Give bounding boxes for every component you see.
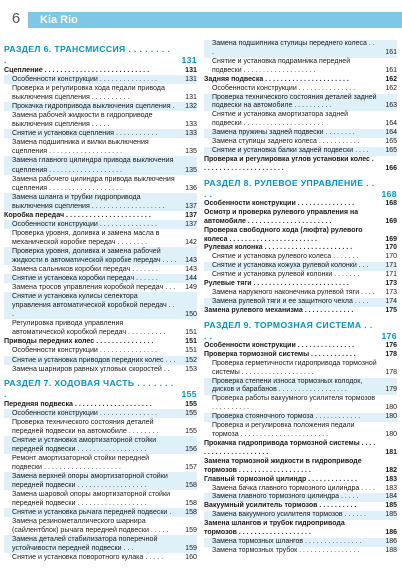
toc-item: [204, 547, 397, 556]
toc-subsection: [204, 520, 397, 538]
toc-item: [204, 40, 397, 58]
toc-entry-title: Прокачка гидропривода тормозной системы . . . . . . . . . . . . . . . . . . . . .: [204, 439, 376, 456]
toc-item: [204, 378, 397, 396]
toc-entry-title: Замена тормозных трубок . . . . . . . . . . . . . . . .: [212, 547, 360, 555]
toc-entry-title: Проверка и регулировка хода педали привода выключения сцепления . . . . . . . . . .: [12, 84, 165, 102]
toc-subsection: [204, 351, 397, 360]
toc-entry-title: РАЗДЕЛ 9. ТОРМОЗНАЯ СИСТЕМА . . . .: [204, 319, 373, 341]
toc-entry-title: Замена подшипника и вилки выключения сцепления . . . . . . . . . . . . . . . . . . .: [12, 138, 149, 156]
toc-subsection: [204, 227, 397, 245]
toc-entry-title: Особенности конструкции . . . . . . . . . . . . . . .: [12, 219, 157, 228]
toc-item: [4, 490, 197, 508]
toc-entry-title: Прокачка гидропривода выключения сцепления .: [12, 102, 175, 111]
toc-page-number: 158: [185, 481, 197, 490]
toc-entry-title: Особенности конструкции . . . . . . . . . . . . . . .: [12, 408, 157, 417]
toc-entry-title: Замена рулевой тяги и ее защитного чехла . . . .: [212, 297, 369, 305]
toc-subsection: [204, 458, 397, 476]
toc-page-number: 161: [385, 66, 397, 74]
toc-entry-title: Проверка свободного хода (люфта) рулевого колеса . . . . . . . . . . . . . . . . . . . . . . .: [204, 226, 363, 243]
toc-page-number: 186: [385, 538, 397, 546]
toc-page-number: 184: [385, 493, 397, 501]
toc-entry-title: Замена рабочей жидкости в гидроприводе выключения сцепления . . . . .: [12, 111, 153, 129]
toc-entry-title: Снятие и установка коробки передач . . . . . .: [12, 274, 158, 283]
toc-page-number: 133: [185, 129, 197, 138]
toc-page-number: 159: [185, 526, 197, 535]
toc-entry-title: Осмотр и проверка рулевого управления на автомобиле . . . . . . . . . . . . . . . . . . . . . .: [204, 208, 359, 225]
toc-page-number: 142: [185, 237, 197, 246]
toc-page-number: 137: [185, 210, 197, 219]
header-band: [28, 12, 402, 28]
toc-item: [4, 409, 197, 418]
toc-entry-title: Проверка стояночного тормоза . . . . . . . . . . . .: [212, 413, 361, 421]
toc-page-number: 161: [385, 48, 397, 56]
toc-page-number: 168: [385, 199, 397, 207]
toc-entry-title: Замена шарниров равных угловых скоростей . .: [12, 364, 170, 373]
toc-entry-title: Рулевые тяги . . . . . . . . . . . . . . . . . . . . . . . . .: [204, 280, 349, 288]
toc-entry-title: Замена главного тормозного цилиндра . . . . .: [212, 493, 359, 501]
toc-page-number: 166: [385, 164, 397, 172]
toc-item: [204, 298, 397, 307]
toc-page-number: 137: [185, 201, 197, 210]
toc-page-number: 155: [185, 426, 197, 435]
toc-page-number: 170: [385, 244, 397, 252]
toc-subsection: [204, 156, 397, 174]
toc-item: [4, 292, 197, 319]
toc-page-number: 179: [385, 386, 397, 394]
toc-entry-title: Вакуумный усилитель тормозов . . . . . . . . . .: [204, 502, 357, 510]
toc-page-number: 131: [181, 55, 197, 65]
toc-item: [4, 365, 197, 374]
toc-entry-title: Замена верхней опоры амортизаторной стойки передней подвески . . . . . . . . . . . . . . . . . .: [12, 471, 168, 490]
toc-item: [204, 111, 397, 129]
toc-entry-title: Коробка передач . . . . . . . . . . . . . . . . . . . . . .: [4, 210, 151, 219]
toc-entry-title: Приводы передних колес . . . . . . . . . . . . . . .: [4, 337, 154, 346]
toc-item: [4, 517, 197, 535]
toc-page-number: 135: [185, 147, 197, 156]
toc-item: [4, 274, 197, 283]
toc-section-heading: [4, 378, 197, 400]
toc-page-number: 186: [385, 529, 397, 537]
toc-page-number: 155: [181, 388, 197, 399]
toc-subsection: [204, 502, 397, 511]
toc-subsection: [204, 342, 397, 351]
toc-entry-title: Снятие и установка амортизатора задней подвески . . . . . . . . . . . . . . . . . . . . .: [212, 111, 349, 128]
page-number: 6: [11, 10, 21, 27]
toc-section-heading: [204, 320, 397, 342]
toc-entry-title: Проверка уровня, доливка и замена рабочей жидкости в автоматической коробке передач . . . .: [12, 246, 177, 264]
toc-page-number: 178: [385, 368, 397, 376]
toc-section-heading: [4, 44, 197, 66]
toc-entry-title: РАЗДЕЛ 8. РУЛЕВОЕ УПРАВЛЕНИЕ . . . .: [204, 177, 375, 199]
toc-page-number: 185: [385, 502, 397, 510]
toc-page-number: 135: [185, 165, 197, 174]
toc-page-number: 173: [385, 289, 397, 297]
toc-entry-title: Снятие и установка рулевой колонки . . . . . . .: [212, 271, 360, 279]
book-title: Kia Rio: [40, 14, 78, 26]
toc-page-number: 170: [385, 253, 397, 261]
toc-page-number: 164: [385, 120, 397, 128]
toc-subsection: [4, 211, 197, 220]
toc-page-number: 164: [385, 129, 397, 137]
toc-entry-title: Проверка технического состояния деталей передней подвески на автомобиле . . . . . . . .: [12, 417, 159, 435]
toc-item: [4, 111, 197, 129]
toc-entry-title: Замена наружного наконечника рулевой тяги . . . .: [212, 289, 375, 297]
toc-entry-title: Проверка и регулировка положения педали тормоза . . . . . . . . . . . . . . . . . . . . . . .: [212, 422, 355, 439]
toc-item: [204, 360, 397, 378]
toc-entry-title: Проверка технического состояния деталей задней подвески на автомобиле . . . . . . . . . .: [212, 93, 377, 110]
toc-column-left: [4, 40, 197, 562]
toc-page-number: 169: [385, 235, 397, 243]
toc-page-number: 131: [185, 93, 197, 102]
toc-subsection: [204, 440, 397, 458]
toc-page-number: 133: [185, 120, 197, 129]
toc-page-number: 150: [185, 310, 197, 319]
toc-entry-title: Замена тросов управления коробкой передач . . .: [12, 283, 176, 292]
toc-page-number: 181: [385, 448, 397, 456]
toc-item: [204, 147, 397, 156]
toc-entry-title: Замена главного цилиндра привода выключения сцепления . . . . . . . . . . . . . . . . . . .: [12, 156, 174, 174]
toc-item: [204, 289, 397, 298]
toc-page-number: 162: [385, 75, 397, 83]
toc-item: [4, 436, 197, 454]
toc-page-number: 136: [185, 183, 197, 192]
toc-page-number: 178: [385, 350, 397, 358]
toc-page-number: 143: [185, 265, 197, 274]
toc-entry-title: Замена шаровой опоры амортизаторной стойки передней подвески . . . . . . . . . . . . . . . . . .: [12, 490, 171, 508]
toc-entry-title: Проверка степени износа тормозных колодок, дисков и барабанов . . . . . . . . . . . . . . . . . .: [212, 377, 363, 394]
toc-entry-title: Снятие и установка рулевого колеса . . . . . . .: [212, 253, 359, 261]
toc-entry-title: Проверка герметичности гидропривода тормозной системы . . . . . . . . . . . . . . . . . . .: [212, 359, 377, 376]
toc-entry-title: Особенности конструкции . . . . . . . . . . . . . . .: [12, 75, 157, 84]
toc-entry-title: Снятие и установка кулисы селектора управления автоматической коробкой передач . . .: [12, 292, 175, 319]
toc-subsection: [204, 209, 397, 227]
toc-page-number: 176: [381, 330, 397, 341]
toc-page-number: 173: [385, 280, 397, 288]
toc-entry-title: Передняя подвеска . . . . . . . . . . . . . . . . . . . .: [4, 399, 152, 408]
toc-item: [4, 75, 197, 84]
toc-page-number: 155: [185, 408, 197, 417]
toc-page-number: 144: [185, 274, 197, 283]
toc-page-number: 131: [185, 66, 197, 74]
toc-item: [204, 85, 397, 94]
toc-item: [204, 138, 397, 147]
toc-item: [4, 346, 197, 355]
toc-item: [4, 175, 197, 193]
toc-subsection: [204, 200, 397, 209]
toc-entry-title: Замена рулевого механизма . . . . . . . . . . . . .: [204, 306, 354, 314]
toc-item: [4, 454, 197, 472]
toc-item: [204, 94, 397, 112]
toc-entry-title: Замена ступицы заднего колеса . . . . . . . . . . .: [212, 138, 360, 146]
toc-page-number: 182: [385, 466, 397, 474]
toc-entry-title: Замена сальников коробки передач . . . . . . .: [12, 265, 158, 274]
toc-item: [204, 511, 397, 520]
toc-page-number: 143: [185, 255, 197, 264]
toc-page-number: 155: [185, 399, 197, 408]
toc-page-number: 132: [185, 102, 197, 111]
toc-item: [4, 156, 197, 174]
toc-entry-title: РАЗДЕЛ 7. ХОДОВАЯ ЧАСТЬ . . . . . . . .: [4, 377, 174, 399]
toc-item: [4, 319, 197, 337]
toc-item: [4, 535, 197, 553]
toc-entry-title: Снятие и установка поворотного кулака . . . . .: [12, 553, 164, 562]
toc-entry-title: Проверка тормозной системы . . . . . . . . . . . .: [204, 350, 356, 358]
toc-item: [204, 129, 397, 138]
toc-item: [204, 58, 397, 76]
toc-entry-title: Замена вакуумного усилителя тормозов . . . . . .: [212, 511, 366, 519]
toc-item: [4, 472, 197, 490]
toc-item: [4, 229, 197, 247]
toc-page-number: 158: [185, 508, 197, 517]
toc-column-right: [204, 40, 397, 556]
toc-item: [204, 262, 397, 271]
toc-page-number: 180: [385, 404, 397, 412]
toc-subsection: [204, 244, 397, 253]
toc-entry-title: Главный тормозной цилиндр . . . . . . . . . . . . .: [204, 475, 357, 483]
toc-subsection: [204, 76, 397, 85]
toc-page-number: 158: [185, 499, 197, 508]
toc-page-number: 163: [385, 102, 397, 110]
toc-page-number: 149: [185, 283, 197, 292]
toc-entry-title: Замена тормозных шлангов . . . . . . . . . . . . . . .: [212, 538, 362, 546]
toc-subsection: [4, 337, 197, 346]
toc-item: [4, 138, 197, 156]
toc-page-number: 169: [385, 217, 397, 225]
toc-page-number: 175: [385, 306, 397, 314]
toc-entry-title: Снятие и установка подрамника передней подвески . . . . . . . . . . . . . . . . . . .: [212, 57, 351, 74]
toc-entry-title: Замена шланга и трубки гидропривода выключения сцепления . . . . . . . . . . . . . . . . . . .: [12, 192, 165, 210]
toc-entry-title: Ремонт амортизаторной стойки передней подвески . . . . . . . . . . . . . . . . . . . .: [12, 453, 150, 471]
toc-item: [4, 356, 197, 365]
toc-subsection: [4, 66, 197, 75]
toc-item: [4, 193, 197, 211]
toc-entry-title: Снятие и установка приводов передних колес . . .: [12, 355, 176, 364]
toc-subsection: [204, 476, 397, 485]
toc-item: [204, 271, 397, 280]
toc-item: [4, 265, 197, 274]
toc-entry-title: Особенности конструкции . . . . . . . . . . . . . . .: [204, 341, 355, 349]
toc-entry-title: Замена подшипника ступицы переднего колеса . . .: [212, 40, 375, 56]
toc-entry-title: Снятие и установка балки задней подвески . . . .: [212, 147, 369, 155]
toc-item: [4, 418, 197, 436]
toc-page-number: 168: [381, 188, 397, 199]
toc-page-number: 171: [385, 271, 397, 279]
toc-entry-title: Особенности конструкции . . . . . . . . . . . . . . .: [212, 84, 356, 92]
toc-entry-title: Сцепление . . . . . . . . . . . . . . . . . . . . . . . . . . .: [4, 66, 150, 74]
toc-entry-title: Снятие и установка сцепления . . . . . . . . . . .: [12, 129, 158, 138]
toc-entry-title: РАЗДЕЛ 6. ТРАНСМИССИЯ . . . . . . . . .: [4, 44, 171, 65]
toc-subsection: [204, 280, 397, 289]
toc-entry-title: Замена тормозной жидкости в гидроприводе тормозов . . . . . . . . . . . . . . . . . . .: [204, 457, 362, 474]
toc-entry-title: Проверка и регулировка углов установки колес . . . . . . . . . . . . . . . . . . . . . .: [204, 155, 374, 172]
toc-item: [4, 553, 197, 562]
toc-page-number: 151: [185, 328, 197, 337]
toc-item: [4, 220, 197, 229]
toc-item: [204, 413, 397, 422]
toc-item: [204, 422, 397, 440]
toc-section-heading: [204, 178, 397, 200]
toc-page-number: 159: [185, 544, 197, 553]
toc-entry-title: Проверка работы вакуумного усилителя тормозов . . . . . . . . . .: [212, 395, 376, 412]
toc-entry-title: Рулевая колонка . . . . . . . . . . . . . . . . . . . . . . .: [204, 244, 353, 252]
toc-page-number: 176: [385, 341, 397, 349]
toc-entry-title: Снятие и установка амортизаторной стойки передней подвески . . . . . . . . . . . . . . . . . .: [12, 435, 157, 453]
toc-item: [4, 102, 197, 111]
toc-page-number: 131: [185, 75, 197, 84]
toc-page-number: 180: [385, 413, 397, 421]
toc-page-number: 165: [385, 138, 397, 146]
page-header: [0, 0, 402, 40]
toc-item: [204, 538, 397, 547]
toc-item: [4, 283, 197, 292]
toc-page-number: 160: [185, 553, 197, 562]
toc-entry-title: Снятие и установка кожуха рулевой колонки . . .: [212, 262, 369, 270]
toc-entry-title: Проверка уровня, доливка и замена масла в механической коробке передач . . . . . . . .: [12, 228, 160, 246]
toc-page-number: 165: [385, 147, 397, 155]
toc-entry-title: Особенности конструкции . . . . . . . . . . . . . . .: [204, 199, 355, 207]
toc-page-number: 153: [185, 364, 197, 373]
toc-item: [204, 395, 397, 413]
toc-page-number: 188: [385, 547, 397, 555]
toc-page-number: 185: [385, 511, 397, 519]
toc-item: [4, 508, 197, 517]
toc-item: [4, 129, 197, 138]
toc-entry-title: Замена рабочего цилиндра привода выключения сцепления . . . . . . . . . . . . . . . . . . .: [12, 174, 175, 192]
toc-subsection: [204, 307, 397, 316]
toc-entry-title: Замена бачка главного тормозного цилиндра . . . .: [212, 484, 375, 492]
toc-page-number: 156: [185, 444, 197, 453]
toc-item: [4, 247, 197, 265]
toc-entry-title: Замена резинометаллического шарнира (сайлентблок) рычага передней подвески . . . . .: [12, 517, 169, 535]
toc-entry-title: Замена деталей стабилизатора поперечной устойчивости передней подвески . . .: [12, 535, 158, 553]
toc-page-number: 180: [385, 431, 397, 439]
toc-subsection: [4, 400, 197, 409]
toc-entry-title: Регулировка привода управления автоматической коробкой передач . . . . . . . . . .: [12, 319, 166, 337]
toc-entry-title: Задняя подвеска . . . . . . . . . . . . . . . . . . . . . .: [204, 75, 349, 83]
toc-item: [4, 84, 197, 102]
toc-page-number: 151: [185, 337, 197, 346]
toc-entry-title: Снятие и установка рычага передней подвески .: [12, 508, 172, 517]
toc-item: [204, 253, 397, 262]
toc-entry-title: Замена шлангов и трубок гидропривода тормозов . . . . . . . . . . . . . . . . . . .: [204, 520, 345, 537]
toc-page-number: 137: [185, 219, 197, 228]
toc-item: [204, 485, 397, 494]
toc-page-number: 162: [385, 84, 397, 92]
toc-page-number: 183: [385, 484, 397, 492]
toc-page-number: 183: [385, 475, 397, 483]
toc-page-number: 174: [385, 297, 397, 305]
toc-page-number: 171: [385, 262, 397, 270]
toc-entry-title: Замена пружины задней подвески . . . . . . . .: [212, 129, 355, 137]
toc-entry-title: Особенности конструкции . . . . . . . . . . . . . . .: [12, 346, 157, 355]
toc-page-number: 157: [185, 462, 197, 471]
toc-page-number: 152: [185, 355, 197, 364]
toc-page-number: 151: [185, 346, 197, 355]
